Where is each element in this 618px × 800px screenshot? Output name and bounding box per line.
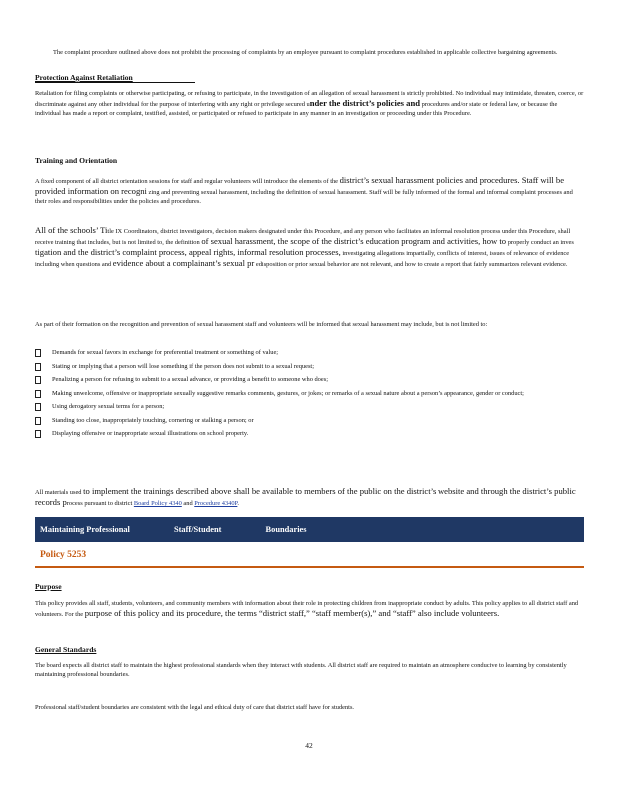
policy-divider [35,566,584,568]
board-policy-4340-link[interactable]: Board Policy 4340 [133,500,182,507]
purpose-text-b: purpose of this policy and its procedure, the terms “district staff,” “staff member(s),” and “staff” also include volunteers. [84,608,500,618]
training-p1-b: district’s sexual harassment policies and procedures. Staff will be provided information on recogni [35,175,565,196]
bullet-box-icon [35,403,41,411]
general-paragraph-2: Professional staff/student boundaries are consistent with the legal and ethical duty of care that district staff have for students. [35,704,355,711]
and-text: and [183,500,193,507]
protection-heading: Protection Against Retaliation [35,73,133,82]
section-banner [35,517,584,542]
list-item: Stating or implying that a person will lose something if the person does not submit to a sexual request; [35,362,584,371]
top-paragraph: The complaint procedure outlined above does not prohibit the processing of complaints by an employee pursuant to complaint procedures established in applicable collective bargaining agreements. [53,49,558,56]
purpose-heading: Purpose [35,582,62,591]
purpose-paragraph [35,599,584,619]
training-p2-f: investigating allegations impartially, conflicts of interest, issues of relevance of evidence including when questions and [35,250,570,268]
protection-text-c: procedures and/or state or federal law, or because the individual has made a report or complaint, testified, assisted, or participated or refused to participate in any manner in an investigation or proceeding under this Procedure. [35,101,558,117]
training-paragraph-4 [35,486,584,508]
training-p4-c: website and through the district’s public records p [35,486,576,507]
training-paragraph-1 [35,175,584,206]
training-p2-d: properly conduct an inves [507,239,574,246]
training-p4-d: rocess pursuant to district [66,500,133,507]
policy-number: Policy 5253 [40,550,87,560]
list-item: Demands for sexual favors in exchange for preferential treatment or something of value; [35,348,584,357]
list-item: Using derogatory sexual terms for a person; [35,402,584,411]
bullet-box-icon [35,376,41,384]
bullet-box-icon [35,430,41,438]
period-text: . [237,500,239,507]
banner-part-3: Boundaries [265,525,307,534]
list-item: Penalizing a person for refusing to submit to a sexual advance, or providing a benefit to someone who does; [35,375,584,384]
harassment-examples-list [35,348,584,443]
training-p2-e: tigation and the district’s complaint process, appeal rights, informal resolution processes, [35,247,341,257]
training-p4-b: to implement the trainings described above shall be available to members of the public on the district’s [83,486,437,496]
bullet-box-icon [35,390,41,398]
procedure-4340p-link[interactable]: Procedure 4340P [194,500,238,507]
banner-part-2: Staff/Student [173,525,222,534]
banner-part-1: Maintaining Professional [40,525,130,534]
general-standards-heading: General Standards [35,645,97,654]
list-item: Making unwelcome, offensive or inappropriate sexually suggestive remarks comments, gestures, or jokes; or remarks of a sexual nature about a person’s appearance, gender or conduct; [35,389,584,398]
training-p4-a: All materials used [35,489,82,496]
bullet-box-icon [35,417,41,425]
training-p2-c: of sexual harassment, the scope of the district’s education program and activities, how to [201,236,507,246]
list-item: Displaying offensive or inappropriate sexual illustrations on school property. [35,429,584,438]
training-p2-h: edisposition or prior sexual behavior are not relevant, and how to create a report that fairly summarizes relevant evidence. [255,261,568,268]
training-p2-a: All of the schools’ Ti [35,225,108,235]
purpose-text-a: This policy provides all staff, students, volunteers, and community members with information about their role in protecting children from inappropriate conduct by adults. This policy applies to all district staff and volunteers. For the [35,600,579,618]
training-paragraph-2 [35,225,584,269]
training-p1-c: zing and preventing sexual harassment, including the definition of sexual harassment. Staff will be fully informed of the formal and informal complaint processes and their roles and responsibilities under the policies and procedures. [35,189,573,205]
bullet-box-icon [35,349,41,357]
protection-text-b: nder the district’s policies and [309,98,421,108]
protection-heading-rule [35,82,195,83]
training-p1-a: A fixed component of all district orientation sessions for staff and regular volunteers will introduce the elements of the [35,178,339,185]
bullet-box-icon [35,363,41,371]
protection-paragraph [35,89,584,118]
training-heading: Training and Orientation [35,156,118,165]
general-paragraph-1: The board expects all district staff to maintain the highest professional standards when they interact with students. All district staff are required to maintain an atmosphere conducive to learning by consistently maintaining professional boundaries. [35,662,567,678]
training-paragraph-3: As part of their formation on the recognition and prevention of sexual harassment staff and volunteers will be informed that sexual harassment may include, but is not limited to: [35,321,488,328]
training-p2-b: tle IX Coordinators, district investigators, decision makers designated under this Procedure, and any person who facilitates an informal resolution process under this Procedure, shall receive training that includes, but is not limited to, the definition [35,228,571,246]
list-item: Standing too close, inappropriately touching, cornering or stalking a person; or [35,416,584,425]
training-p2-g: evidence about a complainant’s sexual pr [112,258,255,268]
protection-text-a: Retaliation for filing complaints or otherwise participating, or refusing to participate, in the investigation of an allegation of sexual harassment is strictly prohibited. No individual may intimidate, threaten, coerce, or discriminate against any other individual for the purpose of interfering with any right or privilege secured u [35,90,584,108]
page-number: 42 [305,741,313,750]
